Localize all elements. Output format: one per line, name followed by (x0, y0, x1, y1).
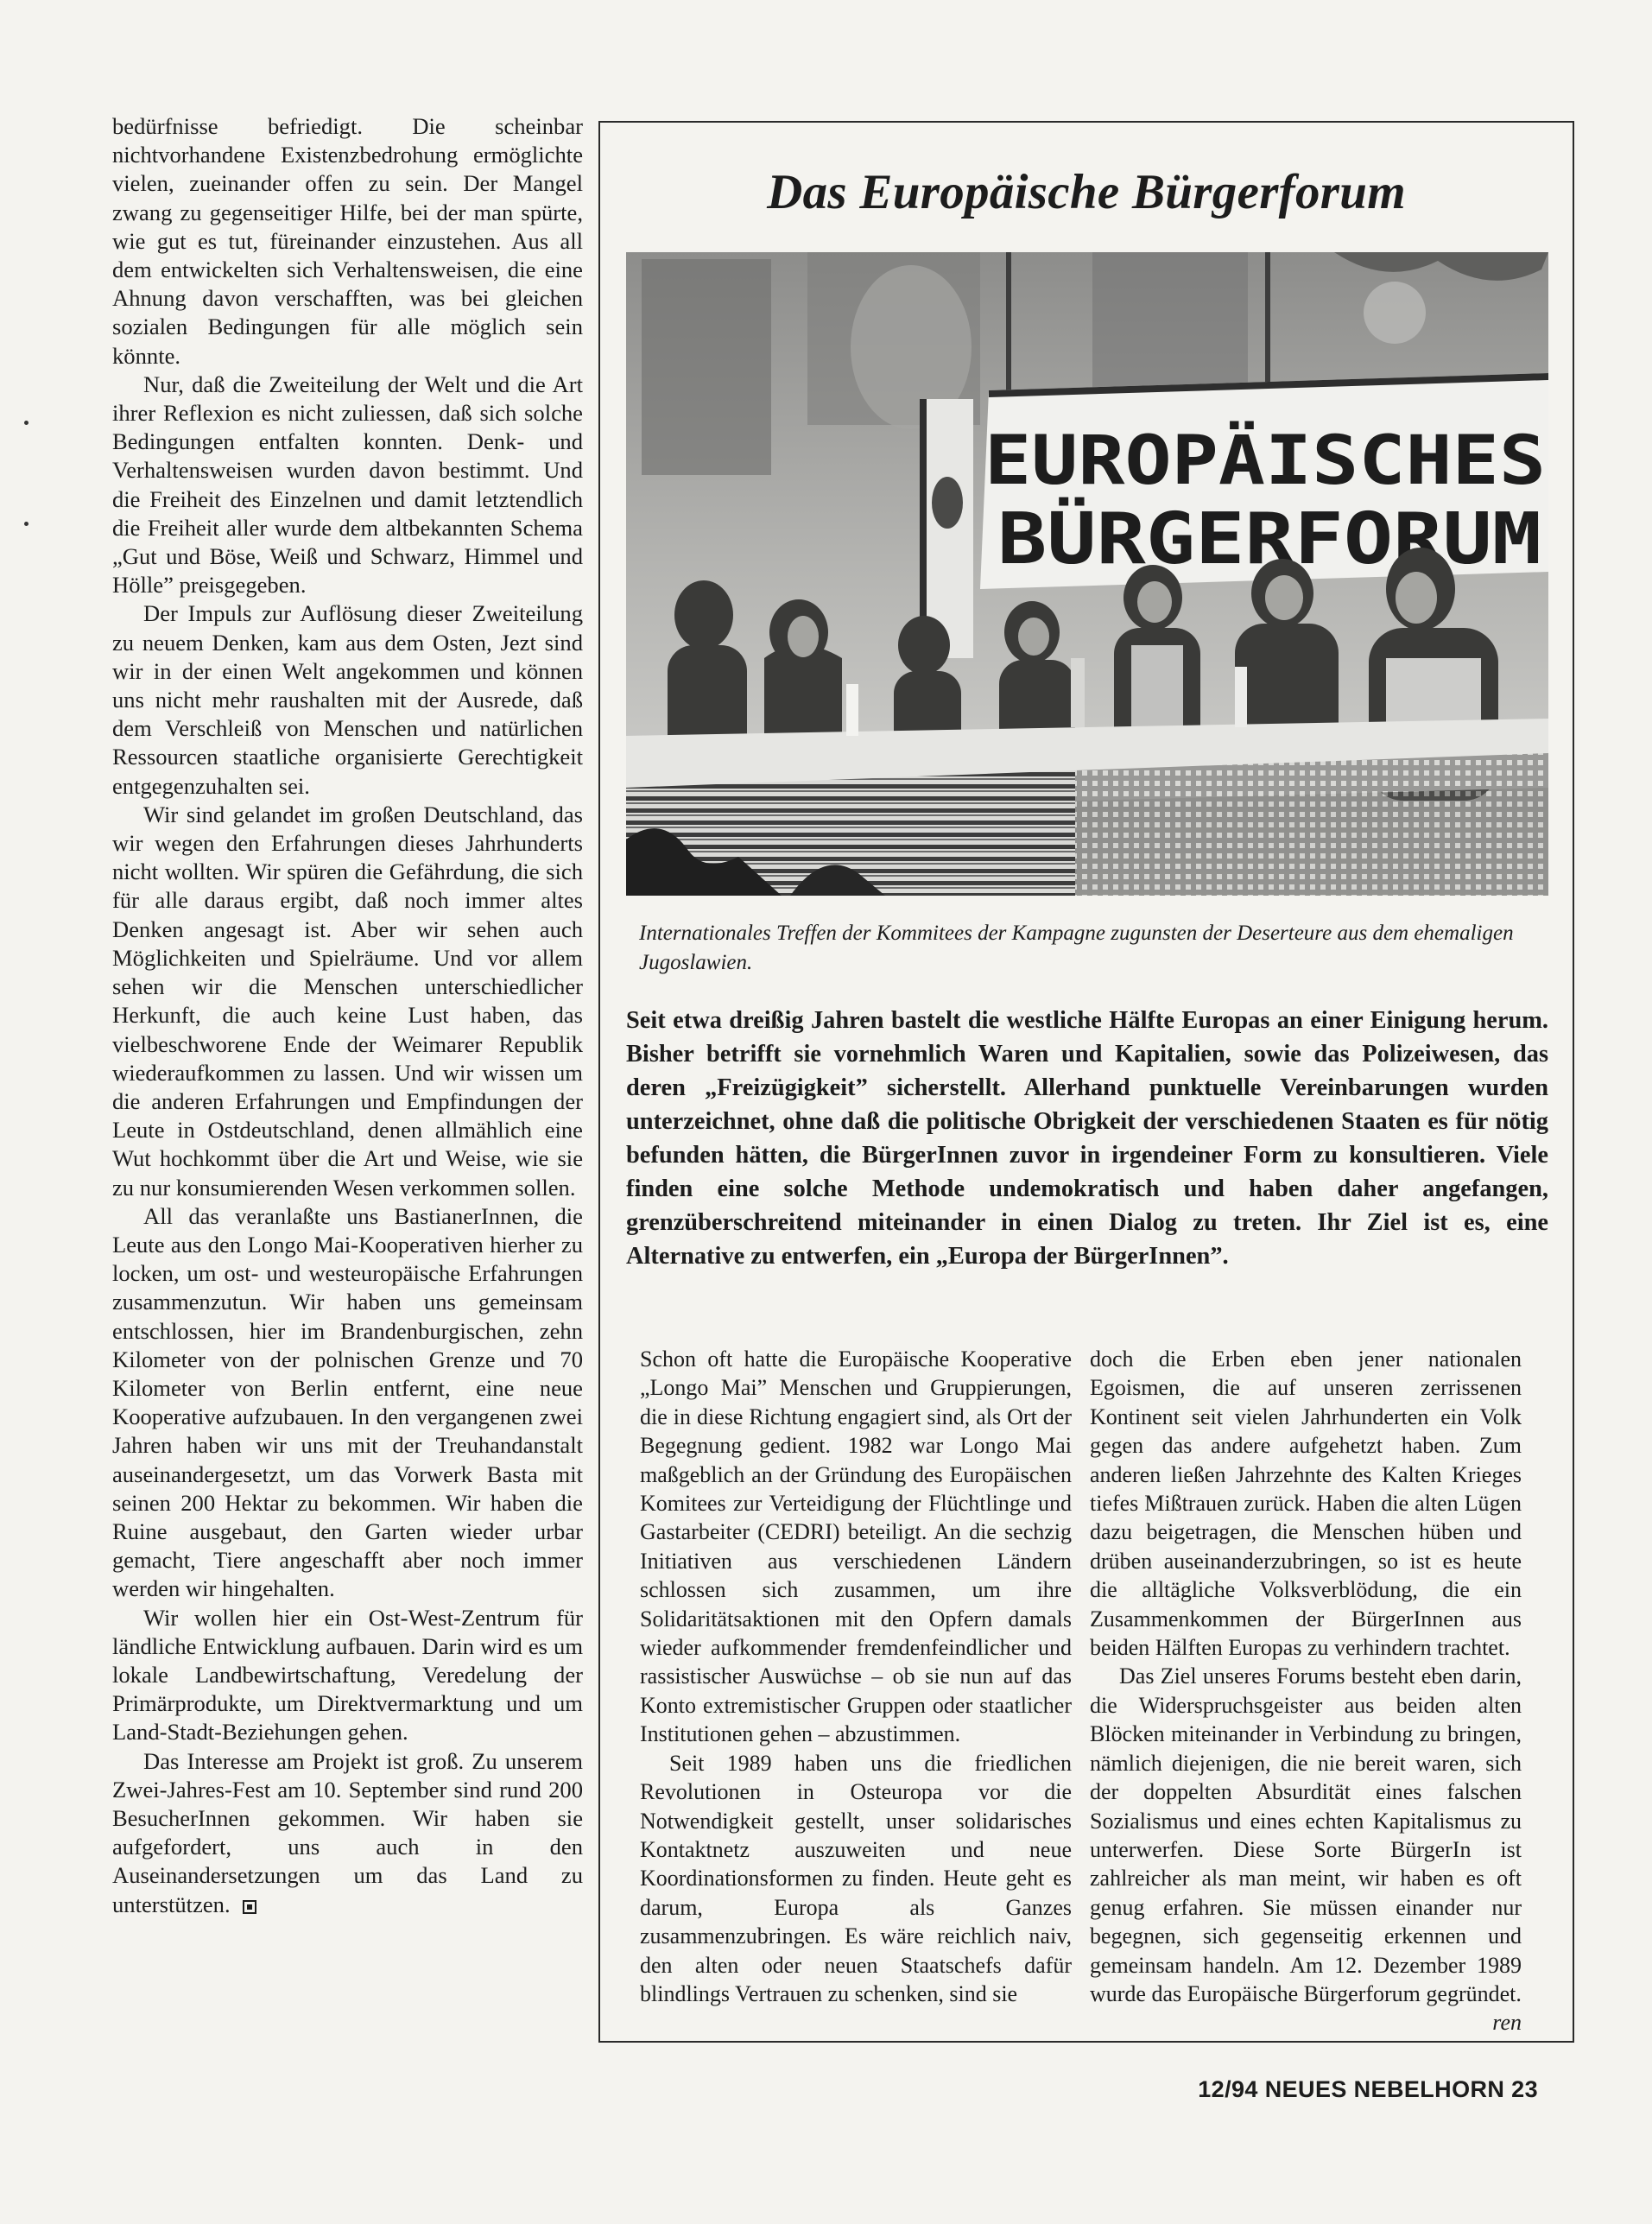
lead-paragraph: Seit etwa dreißig Jahren bastelt die westliche Hälfte Europas an einer Einigung herum. Bisher betrifft sie vornehmlich Waren und Kapitalien, sowie das Polizeiwesen, das deren „Freizügigkeit” sicherstellt. Allerhand punktuelle Vereinbarungen wurden unterzeichnet, ohne daß die politische Obrigkeit der verschiedenen Staaten es für nötig befunden hätten, die BürgerInnen zuvor in irgendeiner Form zu konsultieren. Viele finden eine solche Methode undemokratisch und haben daher angefangen, grenzüberschreitend miteinander in einen Dialog zu treten. Ihr Ziel ist es, eine Alternative zu entwerfen, ein „Europa der BürgerInnen”. (626, 1007, 1548, 1270)
scan-speck (24, 421, 28, 425)
end-of-article-icon (243, 1900, 256, 1914)
left-column (112, 112, 583, 1919)
paragraph: bedürfnisse befriedigt. Die scheinbar nichtvorhandene Existenzbedrohung ermöglichte vielen, zueinander offen zu sein. Der Mangel zwang zu gegenseitiger Hilfe, bei der man spürte, wie gut es tut, füreinander einzustehen. Aus all dem entwickelten sich Verhaltensweisen, die eine Ahnung davon verschafften, was bei gleichen sozialen Bedingungen für alle möglich sein könnte. (112, 113, 583, 369)
paragraph: Der Impuls zur Auflösung dieser Zweiteilung zu neuem Denken, kam aus dem Osten, Jezt sind wir in der einen Welt angekommen und können uns nicht mehr raushalten mit der Ausrede, daß dem Verschleiß von Menschen und natürlichen Ressourcen staatliche organisierte Gerechtigkeit entgegenzuhalten sei. (112, 600, 583, 799)
banner-line-1: EUROPÄISCHES (984, 422, 1472, 500)
photo-illustration (626, 252, 1548, 896)
paragraph: doch die Erben eben jener nationalen Egoismen, die auf unseren zerrissenen Kontinent seit vielen Jahrhunderten ein Volk gegen das andere aufgehetzt haben. Zum anderen ließen Jahrzehnte des Kalten Krieges tiefes Mißtrauen zurück. Haben die alten Lügen dazu beigetragen, die Menschen hüben und drüben auseinanderzubringen, so ist es heute die alltägliche Volksverblödung, die ein Zusammenkommen der BürgerInnen aus beiden Hälften Europas zu verhindern trachtet. (1090, 1346, 1522, 1661)
paragraph-text: Das Interesse am Projekt ist groß. Zu unserem Zwei-Jahres-Fest am 10. September sind rund 200 BesucherInnen gekommen. Wir haben sie aufgefordert, uns auch in den Auseinandersetzungen um das Land zu unterstützen. (112, 1747, 583, 1917)
meeting-photo (626, 252, 1548, 896)
author-signature: ren (1492, 2010, 1522, 2036)
scan-speck (24, 522, 28, 526)
paragraph: Nur, daß die Zweiteilung der Welt und die Art ihrer Reflexion es nicht zuliessen, daß sich solche Bedingungen entfalten konnten. Denk- und Verhaltensweisen wurden davon bestimmt. Und die Freiheit des Einzelnen und damit letztendlich die Freiheit aller wurde dem altbekannten Schema „Gut und Böse, Weiß und Schwarz, Himmel und Hölle” preisgegeben. (112, 371, 583, 599)
paragraph-text: Das Ziel unseres Forums besteht eben darin, die Widerspruchsgeister aus beiden alten Blöcken miteinander in Verbindung zu bringen, nämlich diejenigen, die nie bereit waren, sich der doppelten Absurdität eines falschen Sozialismus und eines echten Kapitalismus zu unterwerfen. Diese Sorte BürgerIn ist zahlreicher als man meint, wir haben es oft genug erfahren. Sie müssen einander nur begegnen, sich gegenseitig erkennen und gemeinsam handeln. Am 12. Dezember 1989 wurde das Europäische Bürgerforum gegründet. (1090, 1663, 1522, 2006)
box-title: Das Europäische Bürgerforum (767, 165, 1406, 219)
paragraph: Schon oft hatte die Europäische Kooperative „Longo Mai” Menschen und Gruppierungen, die in diese Richtung engagiert sind, als Ort der Begegnung gedient. 1982 war Longo Mai maßgeblich an der Gründung des Europäischen Komitees zur Verteidigung der Flüchtlinge und Gastarbeiter (CEDRI) beteiligt. An die sechzig Initiativen aus verschiedenen Ländern schlossen sich zusammen, um ihre Solidaritätsaktionen mit den Opfern damals wieder aufkommender fremdenfeindlicher und rassistischer Auswüchse – ob sie nun auf das Konto extremistischer Gruppen oder staatlicher Institutionen gehen – abzustimmen. (640, 1346, 1072, 1747)
paragraph-last (112, 1747, 583, 1919)
paragraph: All das veranlaßte uns BastianerInnen, die Leute aus den Longo Mai-Kooperativen hierher zu locken, um ost- und westeuropäische Erfahrungen zusammenzutun. Wir haben uns gemeinsam entschlossen, hier im Brandenburgischen, zehn Kilometer von der polnischen Grenze und 70 Kilometer von Berlin entfernt, eine neue Kooperative aufzubauen. In den vergangenen zwei Jahren haben wir uns mit der Treuhandanstalt auseinandergesetzt, um das Vorwerk Basta mit seinen 200 Hektar zu bekommen. Wir haben die Ruine ausgebaut, den Garten wieder urbar gemacht, Tiere angeschafft aber noch immer werden wir hingehalten. (112, 1202, 583, 1602)
paragraph: Wir wollen hier ein Ost-West-Zentrum für ländliche Entwicklung aufbauen. Darin wird es um lokale Landbewirtschaftung, Veredelung der Primärprodukte, um Direktvermarktung und um Land-Stadt-Beziehungen gehen. (112, 1604, 583, 1746)
paragraph: Wir sind gelandet im großen Deutschland, das wir wegen den Erfahrungen dieses Jahrhunderts nicht wollten. Wir spüren die Gefährdung, die sich für alle daraus ergibt, daß noch immer altes Denken angesagt ist. Aber wir sehen auch Möglichkeiten und Spielräume. Und vor allem sehen wir die Menschen unterschiedlicher Herkunft, die auch keine Lust haben, das vielbeschworene Ende der Weimarer Republik wiederaufkommen zu lassen. Und wir wissen um die anderen Erfahrungen und Empfindungen der Leute in Ostdeutschland, denen allmählich eine Wut hochkommt über die Art und Weise, wie sie zu nur konsumierenden Wesen verkommen sollen. (112, 801, 583, 1201)
box-column-left (640, 1345, 1072, 2008)
banner-line-2: BÜRGERFORUM (997, 498, 1467, 580)
article-box (598, 121, 1574, 2043)
paragraph-last (1090, 1662, 1522, 2036)
page-footer: 12/94 NEUES NEBELHORN 23 (1198, 2076, 1538, 2102)
box-column-right (1090, 1345, 1522, 2037)
paragraph: Seit 1989 haben uns die friedlichen Revolutionen in Osteuropa vor die Notwendigkeit gestellt, unser solidarisches Kontaktnetz auszuweiten und neue Koordinationsformen zu finden. Heute geht es darum, Europa als Ganzes zusammenzubringen. Es wäre reichlich naiv, den alten oder neuen Staatschefs dafür blindlings Vertrauen zu schenken, sind sie (640, 1750, 1072, 2006)
photo-caption: Internationales Treffen der Kommitees der Kampagne zugunsten der Deserteure aus dem ehemaligen Jugoslawien. (639, 922, 1514, 974)
